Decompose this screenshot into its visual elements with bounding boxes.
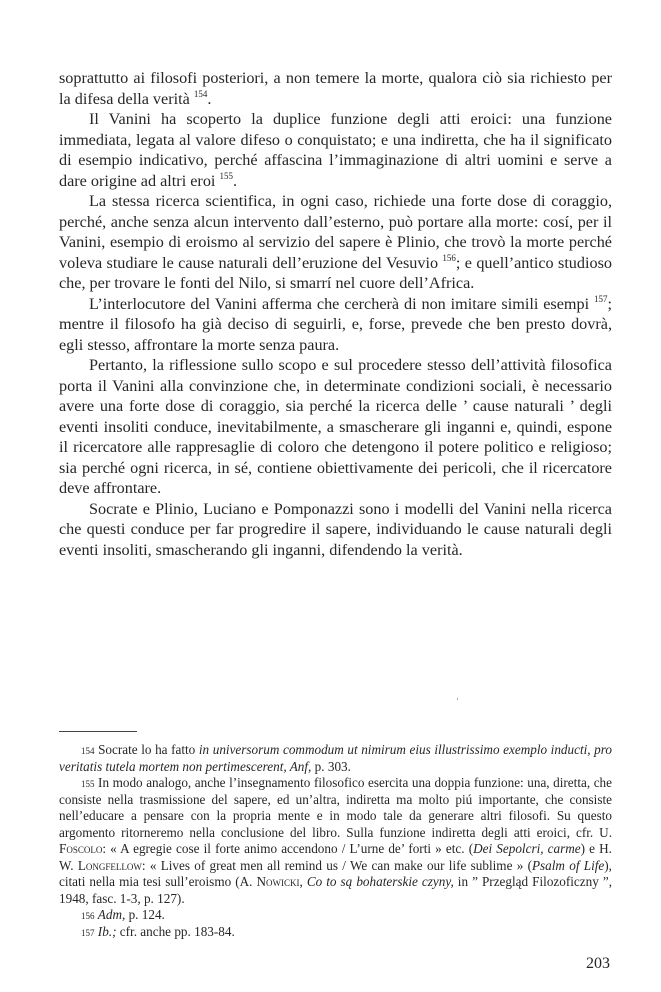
stray-mark: ‘ [456, 696, 459, 706]
footnote-italic: Psalm of Life [531, 857, 605, 873]
footnote-text: ) e H. W. [59, 841, 612, 873]
paragraph-6: Socrate e Plinio, Luciano e Pomponazzi sono i modelli del Vanini nella ricerca che questi conduce per far progredire il sapere, individuando le cause naturali degli eventi insoliti, smascherando gli inganni, difendendo la verità. [59, 499, 612, 559]
footnote-text: p. 124. [125, 907, 165, 922]
footnote-text: p. 303. [311, 758, 351, 774]
paragraph-text: ; mentre il filosofo ha già deciso di seguirli, e, forse, prevede che ben presto dovrà, egli stesso, affrontare la morte senza paura. [59, 294, 612, 354]
footnote-italic: Ib.; [97, 923, 117, 939]
footnote-italic: Co to są bohaterskie czyny, [306, 874, 454, 889]
footnote-italic: Adm, [97, 907, 126, 922]
footnote-text: cfr. anche pp. 183-84. [116, 923, 235, 939]
author-name: Foscolo [59, 841, 103, 856]
footnote-italic: in universorum commodum ut nimirum eius illustrissimo exemplo inducti, pro veritatis tutela mortem non pertimescerent, Anf, [59, 742, 613, 774]
paragraph-4 [59, 294, 612, 356]
page-number: 203 [586, 955, 610, 972]
author-name: Longfellow [77, 857, 142, 873]
paragraph-text: La stessa ricerca scientifica, in ogni caso, richiede una forte dose di coraggio, perché, anche senza alcun intervento dall’esterno, può portare alla morte: cosí, per il Vanini, esempio di eroismo al servizio del sapere è Plinio, che trovò la morte perché voleva studiare le cause naturali dell’eruzione del Vesuvio [59, 192, 612, 272]
footnote-number: 155 [81, 779, 95, 789]
footnote-number: 157 [81, 927, 95, 938]
paragraph-text: . [207, 89, 212, 108]
main-text [59, 68, 612, 560]
footnote-italic: Dei Sepolcri, carme [473, 841, 581, 856]
paragraph-text: soprattutto ai filosofi posteriori, a non temere la morte, qualora ciò sia richiesto per la difesa della verità [59, 69, 612, 108]
footnote-ref-155[interactable]: 155 [219, 170, 233, 181]
footnote-ref-156[interactable]: 156 [442, 252, 456, 263]
author-name: Nowicki [256, 874, 300, 889]
footnote-ref-157[interactable]: 157 [594, 293, 608, 304]
footnotes [59, 742, 612, 940]
footnote-text: Socrate lo ha fatto [94, 742, 199, 757]
paragraph-text: L’interlocutore del Vanini afferma che cercherà di non imitare simili esempi [89, 294, 594, 313]
paragraph-text: . [232, 171, 237, 190]
paragraph-2 [59, 109, 612, 191]
footnote-text: in ” Przegląd Filozoficzny ”, 1948, fasc. 1-3, p. 127). [59, 874, 612, 906]
footnote-text: : « Lives of great men all remind us / We can make our life sublime » ( [141, 857, 532, 873]
footnote-number: 156 [81, 911, 95, 921]
footnote-155 [59, 775, 612, 907]
paragraph-3 [59, 191, 612, 294]
footnote-divider [59, 731, 137, 732]
paragraph-text: Il Vanini ha scoperto la duplice funzione degli atti eroici: una funzione immediata, legata al valore difeso o conquistato; e una indiretta, che ha il significato di esempio indicativo, perché affascina l’immaginazione di altri uomini e serve a dare origine ad altri eroi [59, 110, 612, 190]
paragraph-5: Pertanto, la riflessione sullo scopo e sul procedere stesso dell’attività filosofica porta il Vanini alla convinzione che, in determinate condizioni sociali, è necessario avere una forte dose di coraggio, sia perché la ricerca delle ’ cause naturali ’ degli eventi insoliti conduce, inevitabilmente, a smascherare gli inganni e, quindi, espone il ricercatore alle rappresaglie di coloro che detengono il potere politico e religioso; sia perché ogni ricerca, in sé, contiene obiettivamente dei pericoli, che il ricercatore deve affrontare. [59, 356, 612, 497]
footnote-156 [59, 907, 612, 924]
footnote-text: ), citati nella mia tesi sull’eroismo (A. [59, 857, 612, 889]
paragraph-text: ; e quell’antico studioso che, per trovare le fonti del Nilo, si smarrí nel cuore dell’Africa. [59, 253, 612, 292]
footnote-text: In modo analogo, anche l’insegnamento filosofico esercita una doppia funzione: una, diretta, che consiste nella trasmissione del sapere, ed un’altra, indiretta ma molto piú importante, che consiste nell’educare a pensare con la propria mente e in modo tale da generare altri filosofi. Su questo argomento ritorneremo nella conclusione del libro. Sulla funzione indiretta degli atti eroici, cfr. U. [59, 775, 612, 840]
footnote-ref-154[interactable]: 154 [193, 88, 208, 99]
footnote-154 [59, 742, 612, 775]
footnote-text: : « A egregie cose il forte animo accendono / L’urne de’ forti » etc. ( [102, 841, 474, 856]
footnote-157 [59, 924, 612, 941]
footnote-text: , [299, 874, 307, 889]
footnote-number: 154 [81, 746, 95, 756]
paragraph-1 [59, 68, 612, 109]
